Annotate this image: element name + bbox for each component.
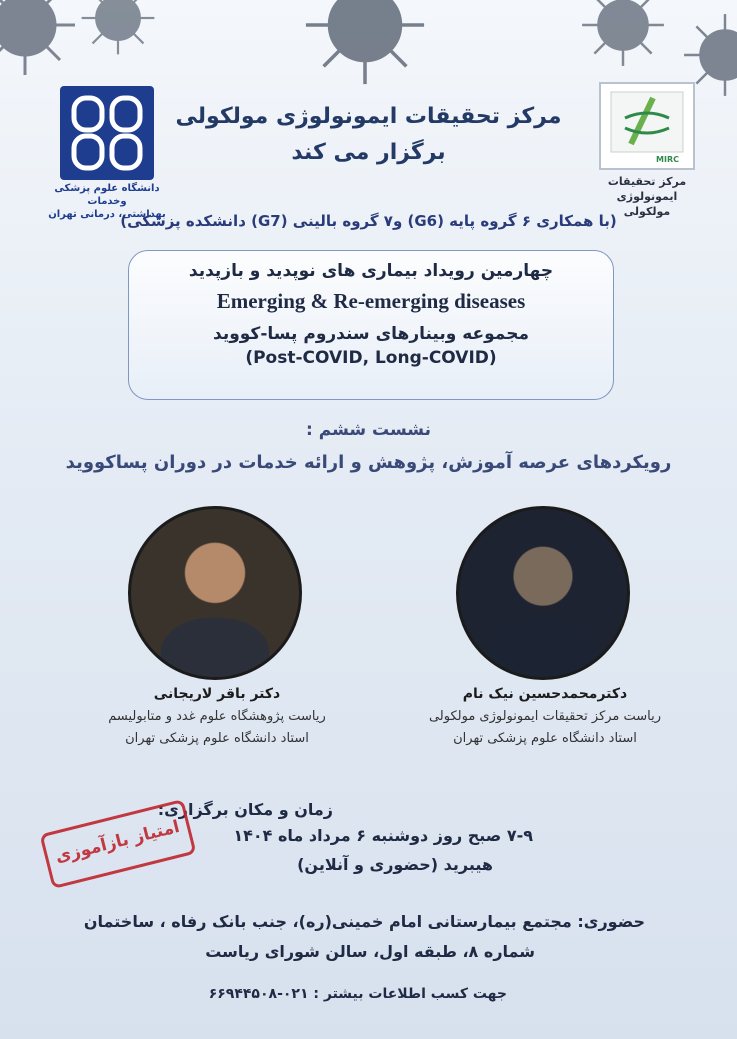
- speaker-role: ریاست پژوهشگاه علوم غدد و متابولیسم: [108, 709, 326, 724]
- event-line-2: Emerging & Re-emerging diseases: [216, 289, 526, 313]
- speaker-role: ریاست مرکز تحقیقات ایمونولوژی مولکولی: [428, 709, 662, 724]
- university-emblem-icon: [60, 86, 154, 180]
- contact-info: جهت کسب اطلاعات بیشتر : ۰۲۱-۶۶۹۴۴۵۰۸: [208, 986, 507, 1002]
- address-line-1: حضوری: مجتمع بیمارستانی امام خمینی(ره)، جنب بانک رفاه ، ساختمان: [83, 912, 645, 931]
- virus-illustration: [300, 0, 430, 90]
- speaker-card-larijani: [72, 686, 362, 750]
- university-caption-line1: دانشگاه علوم پزشکی وخدمات: [54, 183, 160, 207]
- collaboration-note: (با همکاری ۶ گروه پایه (G6) و۷ گروه بالینی (G7) دانشکده پزشکی): [120, 212, 617, 230]
- address-line-2: شماره ۸، طبقه اول، سالن شورای ریاست: [205, 942, 535, 961]
- virus-illustration: [578, 0, 668, 70]
- mirc-caption-line2: ایمونولوژی مولکولی: [616, 190, 678, 218]
- speaker-photo-niknam: [456, 506, 630, 680]
- event-title-box: [128, 250, 614, 400]
- mirc-caption-line1: مرکز تحقیقات: [607, 175, 687, 188]
- event-line-4: (Post-COVID, Long-COVID): [245, 348, 497, 368]
- schedule-mode: هیبرید (حضوری و آنلاین): [297, 855, 493, 874]
- speaker-card-niknam: [400, 686, 690, 750]
- university-caption-line2: بهداشتی، درمانی تهران: [48, 209, 166, 220]
- schedule-heading: زمان و مکان برگزاری:: [157, 800, 333, 819]
- schedule-time: ۷-۹ صبح روز دوشنبه ۶ مرداد ماه ۱۴۰۴: [233, 826, 533, 845]
- speaker-role: استاد دانشگاه علوم پزشکی تهران: [125, 731, 309, 746]
- virus-illustration: [78, 0, 158, 58]
- speaker-photo-larijani: [128, 506, 302, 680]
- organizer-subtitle: برگزار می کند: [291, 140, 446, 165]
- speaker-name: دکتر باقر لاریجانی: [153, 686, 281, 702]
- session-label: نشست ششم :: [306, 420, 431, 440]
- event-line-1: چهارمین رویداد بیماری های نوپدید و بازپدید: [188, 261, 554, 281]
- event-line-3: مجموعه وبینارهای سندروم پسا-کووید: [213, 324, 529, 344]
- speaker-role: استاد دانشگاه علوم پزشکی تهران: [453, 731, 637, 746]
- virus-illustration: [0, 0, 80, 80]
- speaker-name: دکترمحمدحسین نیک نام: [462, 686, 628, 702]
- mirc-mark-text: MIRC: [656, 155, 679, 164]
- organizer-title: مرکز تحقیقات ایمونولوژی مولکولی: [175, 104, 562, 129]
- session-topic: رویکردهای عرصه آموزش، پژوهش و ارائه خدمات در دوران پساکووید: [65, 452, 672, 473]
- cme-credit-stamp: امتیاز بازآموزی: [39, 799, 196, 889]
